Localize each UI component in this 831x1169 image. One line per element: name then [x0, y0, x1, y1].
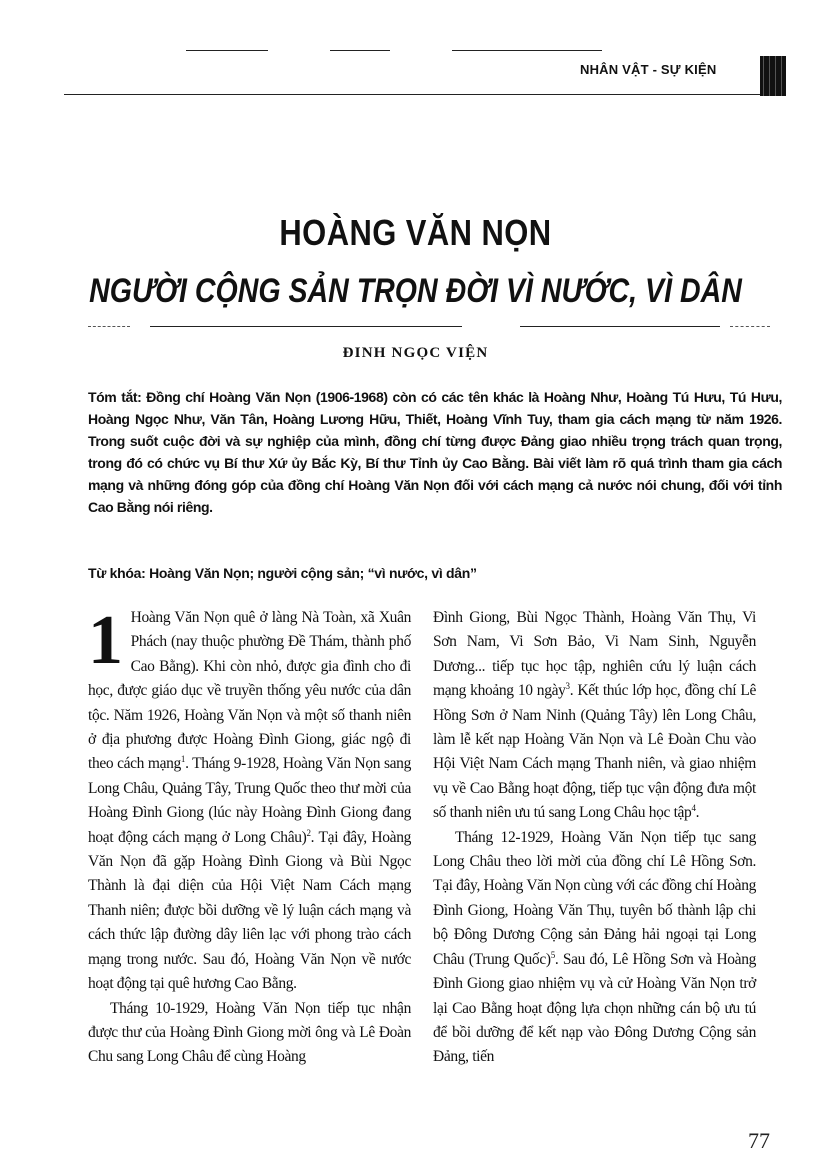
- keywords-label: Từ khóa:: [88, 565, 146, 581]
- paragraph-text: . Sau đó, Lê Hồng Sơn và Hoàng Đình Giong giao nhiệm vụ và cử Hoàng Văn Nọn trở lại Cao Bằng hoạt động lựa chọn những cán bộ ưu tú để bồi dưỡng để kết nạp vào Đông Dương Cộng sản Đảng, tiến: [433, 950, 757, 1066]
- footnote-ref: 1: [180, 754, 186, 765]
- paragraph-text: Tháng 12-1929, Hoàng Văn Nọn tiếp tục sang Long Châu theo lời mời của đồng chí Lê Hồng Sơn. Tại đây, Hoàng Văn Nọn cùng với các đồng chí Hoàng Đình Giong, Hoàng Văn Thụ, tuyên bố thành lập chi bộ Đông Dương Cộng sản Đảng hải ngoại tại Long Châu (Trung Quốc): [433, 828, 756, 968]
- abstract-label: Tóm tắt:: [88, 389, 142, 405]
- keywords-text: Hoàng Văn Nọn; người cộng sản; “vì nước, vì dân”: [145, 565, 477, 581]
- abstract: [88, 386, 782, 518]
- body-column-right: [433, 606, 756, 1070]
- header-rule-top-1: [186, 50, 268, 51]
- header-rule-top-3: [452, 50, 602, 51]
- title-rule-3: [520, 326, 720, 327]
- article-title: HOÀNG VĂN NỌN: [279, 212, 552, 253]
- footnote-ref: 5: [550, 949, 555, 960]
- paragraph: [433, 826, 756, 1070]
- paragraph-text: . Kết thúc lớp học, đồng chí Lê Hồng Sơn ở Nam Ninh (Quảng Tây) lên Long Châu, làm lễ kết nạp Hoàng Văn Nọn và Lê Đoàn Chu vào Hội Việt Nam Cách mạng Thanh niên, và giao nhiệm vụ về Cao Bằng hoạt động, tiếp tục vận động đưa một số thanh niên ưu tú sang Long Châu học tập: [433, 682, 757, 822]
- author-name: ĐINH NGỌC VIỆN: [342, 345, 489, 361]
- header-rule-top-2: [330, 50, 390, 51]
- drop-cap: 1: [88, 602, 123, 679]
- abstract-text: Đồng chí Hoàng Văn Nọn (1906-1968) còn có các tên khác là Hoàng Như, Hoàng Tú Hưu, Tú Hưu, Hoàng Ngọc Như, Văn Tân, Hoàng Lương Hữu, Thiết, Hoàng Vĩnh Tuy, tham gia cách mạng từ năm 1926. Trong suốt cuộc đời và sự nghiệp của mình, đồng chí từng được Đảng giao nhiều trọng trách quan trọng, trong đó có chức vụ Bí thư Xứ ủy Bắc Kỳ, Bí thư Tỉnh ủy Cao Bằng. Bài viết làm rõ quá trình tham gia cách mạng và những đóng góp của đồng chí Hoàng Văn Nọn đối với cách mạng cả nước nói chung, đối với tỉnh Cao Bằng nói riêng.: [88, 389, 782, 515]
- paragraph-text: Đình Giong, Bùi Ngọc Thành, Hoàng Văn Thụ, Vi Sơn Nam, Vi Sơn Bảo, Vi Nam Sinh, Nguyễn Dương... tiếp tục học tập, nghiên cứu lý luận cách mạng khoảng 10 ngày: [433, 609, 756, 700]
- footnote-ref: 2: [306, 827, 311, 838]
- footnote-ref: 4: [691, 803, 696, 814]
- paragraph: [433, 606, 756, 826]
- paragraph-text: . Tháng 9-1928, Hoàng Văn Nọn sang Long Châu, Quảng Tây, Trung Quốc theo thư mời của Hoàng Đình Giong (lúc này Hoàng Đình Giong đang hoạt động cách mạng ở Long Châu): [88, 755, 411, 846]
- footnote-ref: 3: [565, 681, 570, 692]
- section-label: NHÂN VẬT - SỰ KIỆN: [580, 62, 717, 77]
- paragraph-text: . Tại đây, Hoàng Văn Nọn đã gặp Hoàng Đình Giong và Bùi Ngọc Thành là đại diện của Hội Việt Nam Cách mạng Thanh niên; được bồi dưỡng về lý luận cách mạng và cách thức lập đường dây liên lạc với phong trào cách mạng trong nước. Sau đó, Hoàng Văn Nọn về nước hoạt động tại quê hương Cao Bằng.: [88, 828, 411, 993]
- header-decor-block: [760, 56, 786, 96]
- article-subtitle: NGƯỜI CỘNG SẢN TRỌN ĐỜI VÌ NƯỚC, VÌ DÂN: [89, 272, 742, 310]
- body-column-left: [88, 602, 411, 1070]
- title-rule-1: [88, 326, 130, 327]
- paragraph-text: .: [695, 804, 700, 822]
- paragraph: [88, 997, 411, 1070]
- title-rule-4: [730, 326, 770, 327]
- title-rule-2: [150, 326, 462, 327]
- header-rule-main: [64, 94, 762, 95]
- paragraph: [88, 602, 411, 997]
- keywords: [88, 565, 782, 581]
- paragraph-text: Tháng 10-1929, Hoàng Văn Nọn tiếp tục nhận được thư của Hoàng Đình Giong mời ông và Lê Đoàn Chu sang Long Châu để cùng Hoàng: [88, 999, 411, 1066]
- paragraph-text: Hoàng Văn Nọn quê ở làng Nà Toàn, xã Xuân Phách (nay thuộc phường Đề Thám, thành phố Cao Bằng). Khi còn nhỏ, được gia đình cho đi học, được giáo dục về truyền thống yêu nước của dân tộc. Năm 1926, Hoàng Văn Nọn và một số thanh niên ở địa phương được Hoàng Đình Giong, giác ngộ đi theo cách mạng: [88, 609, 411, 773]
- page-number: 77: [748, 1128, 770, 1153]
